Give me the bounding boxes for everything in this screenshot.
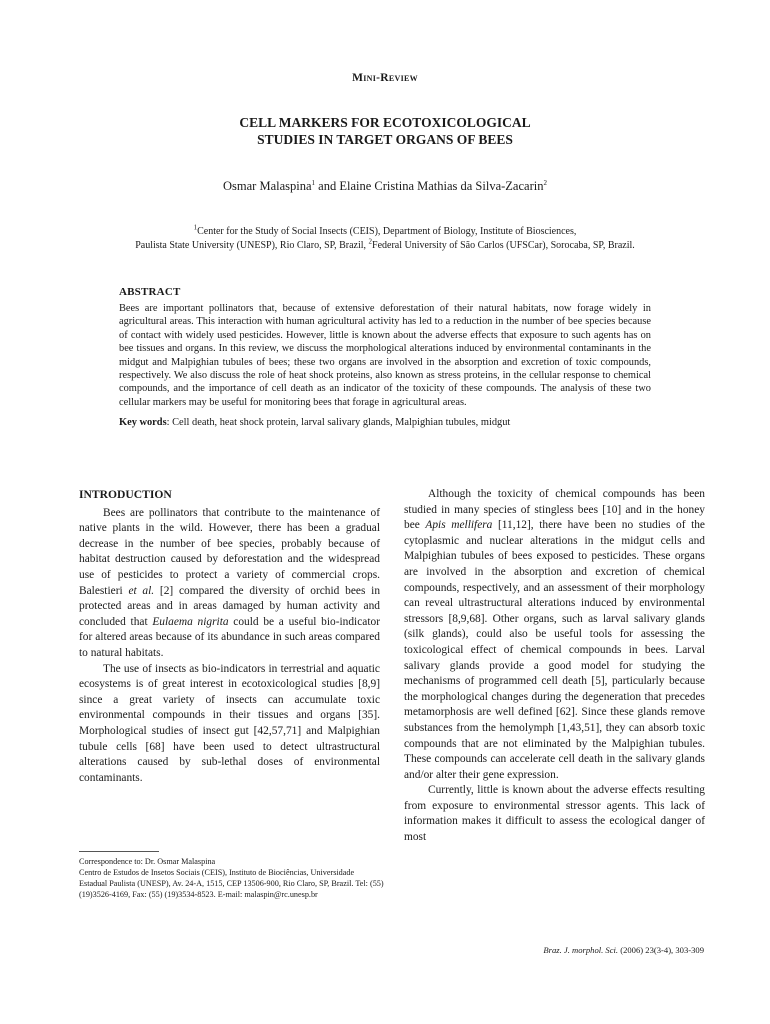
introduction-heading: INTRODUCTION xyxy=(79,488,172,501)
affiliation-text: Paulista State University (UNESP), Rio Claro, SP, Brazil, xyxy=(135,240,369,251)
title-line: CELL MARKERS FOR ECOTOXICOLOGICAL xyxy=(239,115,531,130)
affiliations xyxy=(0,225,770,253)
section-label: Mini-Review xyxy=(352,72,418,84)
paragraph-text: [11,12], there have been no studies of the cytoplasmic and nuclear alterations in the midgut cells and Malpighian tubules of bees exposed to pesticides. These organs are involved in the absorption and excretion of chemical compounds, respectively, and an assessment of their morphology can reveal ultrastructural alterations induced by environmental stressors [8,9,68]. Other organs, such as larval salivary glands (silk glands), could also be useful tools for assessing the toxicological effect of chemical compounds in bees. Larval salivary glands provide a good model for studying the mechanisms of programmed cell death [5], particularly because the morphological changes during the degeneration that precedes metamorphosis are well defined [62]. Since these glands remove substances from the hemolymph [1,43,51], they can absorb toxic compounds that are not eliminated by the Malpighian tubules. These compounds can accelerate cell death in the salivary glands and/or alter their gene expression. xyxy=(404,519,705,781)
abstract-text: Bees are important pollinators that, because of extensive deforestation of their natural habitats, now forage widely in agricultural areas. This interaction with human agricultural activity has led to a reduction in the number of bee species because of contact with widely used pesticides. However, little is known about the adverse effects that exposure to such agents has on bee tissues and organs. In this review, we discuss the morphological alterations induced by environmental contaminants in the midgut and Malpighian tubules of bees; these two organs are involved in the absorption and excretion of toxic compounds, respectively. We also discuss the role of heat shock proteins, also known as stress proteins, in the cellular response to chemical compounds, and the importance of cell death as an indicator of the toxicity of these compounds. The analysis of these two cellular markers may be useful for monitoring bees that forage in agricultural areas. xyxy=(119,303,651,408)
author-name: Osmar Malaspina xyxy=(223,179,312,193)
footnote-line: Correspondence to: Dr. Osmar Malaspina xyxy=(79,857,216,866)
italic-text: et al. xyxy=(128,584,155,597)
author-affiliation-mark: 1 xyxy=(311,178,316,187)
footnote-rule xyxy=(79,851,159,852)
paragraph: The use of insects as bio-indicators in terrestrial and aquatic ecosystems is of great interest in ecotoxicological studies [8,9] since a great variety of insects can accumulate toxic environmental compounds in their tissues and organs [35]. Morphological studies of insect gut [42,57,71] and Malpighian tubule cells [68] have been used to detect ultrastructural alterations caused by sub-lethal doses of environmental contaminants. xyxy=(79,662,380,784)
author-affiliation-mark: 2 xyxy=(543,178,547,187)
affiliation-mark: 1 xyxy=(193,223,198,232)
affiliation-line xyxy=(0,239,770,253)
affiliation-mark: 2 xyxy=(368,237,373,246)
paragraph xyxy=(79,506,380,662)
keywords-text: : Cell death, heat shock protein, larval salivary glands, Malpighian tubules, midgut xyxy=(166,417,511,429)
paragraph-text: could be a useful bio-indicator for altered areas because of its abundance in such areas compared to natural habitats. xyxy=(79,615,380,659)
keywords xyxy=(119,417,651,428)
affiliation-text: Center for the Study of Social Insects (CEIS), Department of Biology, Institute of Biosciences, xyxy=(197,226,577,237)
abstract-heading: ABSTRACT xyxy=(119,286,181,298)
author-list xyxy=(0,179,770,194)
species-name: Eulaema nigrita xyxy=(152,615,229,628)
paragraph: Currently, little is known about the adverse effects resulting from exposure to environmental stressor agents. This lack of information makes it difficult to assess the ecological danger of most xyxy=(404,784,705,844)
abstract-block xyxy=(119,286,651,428)
paragraph-text: Bees are pollinators that contribute to the maintenance of native plants in the wild. However, there has been a gradual decrease in the number of bee species, probably because of habitat destruction caused by deforestation and the widespread use of pesticides to protect a variety of commercial crops. Balestieri xyxy=(79,506,380,597)
article-title xyxy=(0,114,770,148)
left-column xyxy=(79,487,380,786)
author-name: Elaine Cristina Mathias da Silva-Zacarin xyxy=(339,179,544,193)
citation-info: (2006) 23(3-4), 303-309 xyxy=(618,945,704,955)
paragraph xyxy=(404,487,705,783)
page-footer xyxy=(543,945,704,955)
journal-name: Braz. J. morphol. Sci. xyxy=(543,945,619,955)
affiliation-line xyxy=(0,225,770,239)
correspondence-footnote xyxy=(79,856,384,900)
paragraph-text: Although the toxicity of chemical compounds has been studied in many species of stingless bees [10] and in the honey bee xyxy=(404,488,705,532)
title-line: STUDIES IN TARGET ORGANS OF BEES xyxy=(257,132,513,147)
paragraph-text: [2] compared the diversity of orchid bees in protected areas and in areas damaged by human activity and concluded that xyxy=(79,584,381,628)
species-name: Apis mellifera xyxy=(425,519,493,532)
footnote-line: Centro de Estudos de Insetos Sociais (CEIS), Instituto de Biociências, Universidade Estadual Paulista (UNESP), Av. 24-A, 1515, CEP 13506-900, Rio Claro, SP, Brazil. Tel: (55) (19)3526-4169, Fax: (55) (19)3534-8523. E-mail: malaspin@rc.unesp.br xyxy=(79,868,384,899)
author-conjunction: and xyxy=(315,179,340,193)
affiliation-text: Federal University of São Carlos (UFSCar), Sorocaba, SP, Brazil. xyxy=(372,240,635,251)
right-column xyxy=(404,487,705,846)
keywords-label: Key words xyxy=(119,417,167,429)
